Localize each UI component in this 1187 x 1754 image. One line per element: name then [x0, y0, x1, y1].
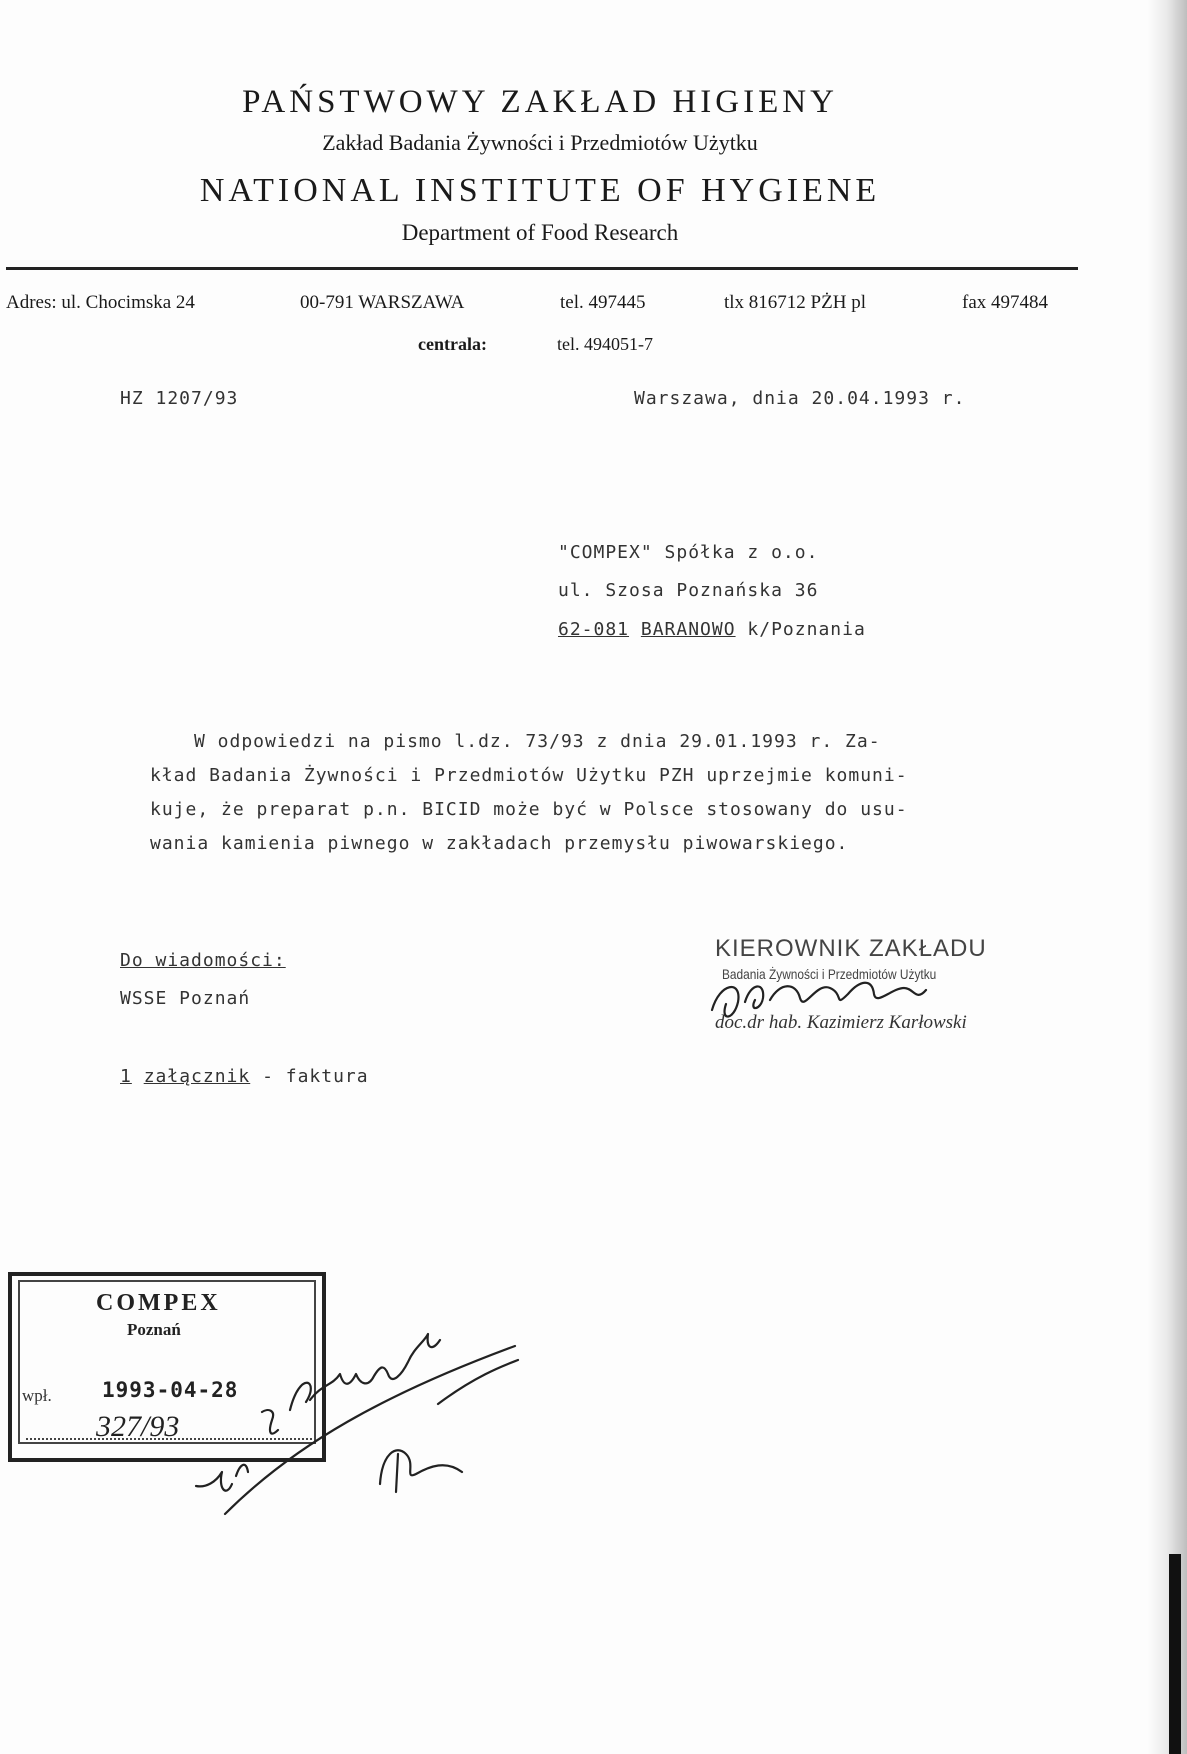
stamp-date: 1993-04-28: [102, 1378, 239, 1402]
stamp-city: Poznań: [127, 1320, 181, 1339]
signatory-name: doc.dr hab. Kazimierz Karłowski: [715, 1012, 967, 1033]
org-name-polish: PAŃSTWOWY ZAKŁAD HIGIENY: [242, 84, 838, 120]
signatory-subtitle: Badania Żywności i Przedmiotów Użytku: [722, 966, 937, 982]
recipient-city-line: [558, 619, 866, 640]
recipient-company: "COMPEX" Spółka z o.o.: [558, 542, 819, 563]
recipient-street: ul. Szosa Poznańska 36: [558, 580, 819, 601]
scan-dark-edge: [1169, 1554, 1181, 1754]
body-line: kład Badania Żywności i Przedmiotów Użytku PZH uprzejmie komuni-: [150, 765, 908, 786]
recipient-postcode: 62-081: [558, 619, 630, 640]
recipient-suffix: k/Poznania: [747, 619, 866, 640]
lower-left-mark: [196, 1465, 248, 1491]
attachment-count: 1: [120, 1066, 132, 1087]
stamp-registry-number: 327/93: [96, 1410, 180, 1443]
stamp-dotted-line: [26, 1438, 316, 1440]
fax-number: fax 497484: [962, 292, 1049, 313]
letter-body: [150, 725, 1080, 861]
initials-mark: [380, 1450, 462, 1492]
stamp-received-label: wpł.: [22, 1386, 52, 1405]
dept-name-english: Department of Food Research: [401, 220, 679, 245]
central-phone: tel. 494051-7: [557, 334, 653, 354]
cc-entry: WSSE Poznań: [120, 988, 251, 1009]
scan-shadow-edge: [1147, 0, 1187, 1754]
stamp-company: COMPEX: [96, 1290, 221, 1316]
org-name-english: NATIONAL INSTITUTE OF HYGIENE: [199, 172, 881, 209]
body-line: wania kamienia piwnego w zakładach przemysłu piwowarskiego.: [150, 833, 849, 854]
dept-name-polish: Zakład Badania Żywności i Przedmiotów Użytku: [322, 130, 758, 155]
recipient-town: BARANOWO: [640, 619, 736, 640]
place-and-date: Warszawa, dnia 20.04.1993 r.: [634, 388, 966, 409]
address-street: Adres: ul. Chocimska 24: [6, 292, 195, 313]
address-city: 00-791 WARSZAWA: [300, 292, 465, 313]
attachment-word: załącznik: [143, 1066, 251, 1087]
body-line: W odpowiedzi na pismo l.dz. 73/93 z dnia 29.01.1993 r. Za-: [194, 731, 881, 752]
attachment-line: [120, 1066, 369, 1087]
phone-number: tel. 497445: [560, 292, 646, 313]
central-label: centrala:: [418, 334, 487, 354]
reference-number: HZ 1207/93: [120, 388, 239, 409]
signatory-title: KIEROWNIK ZAKŁADU: [715, 935, 987, 962]
letterhead-divider: [6, 267, 1078, 270]
telex-number: tlx 816712 PŻH pl: [724, 292, 866, 313]
cc-label: Do wiadomości:: [120, 950, 286, 971]
attachment-rest: - faktura: [250, 1066, 369, 1087]
body-line: kuje, że preparat p.n. BICID może być w Polsce stosowany do usu-: [150, 799, 908, 820]
